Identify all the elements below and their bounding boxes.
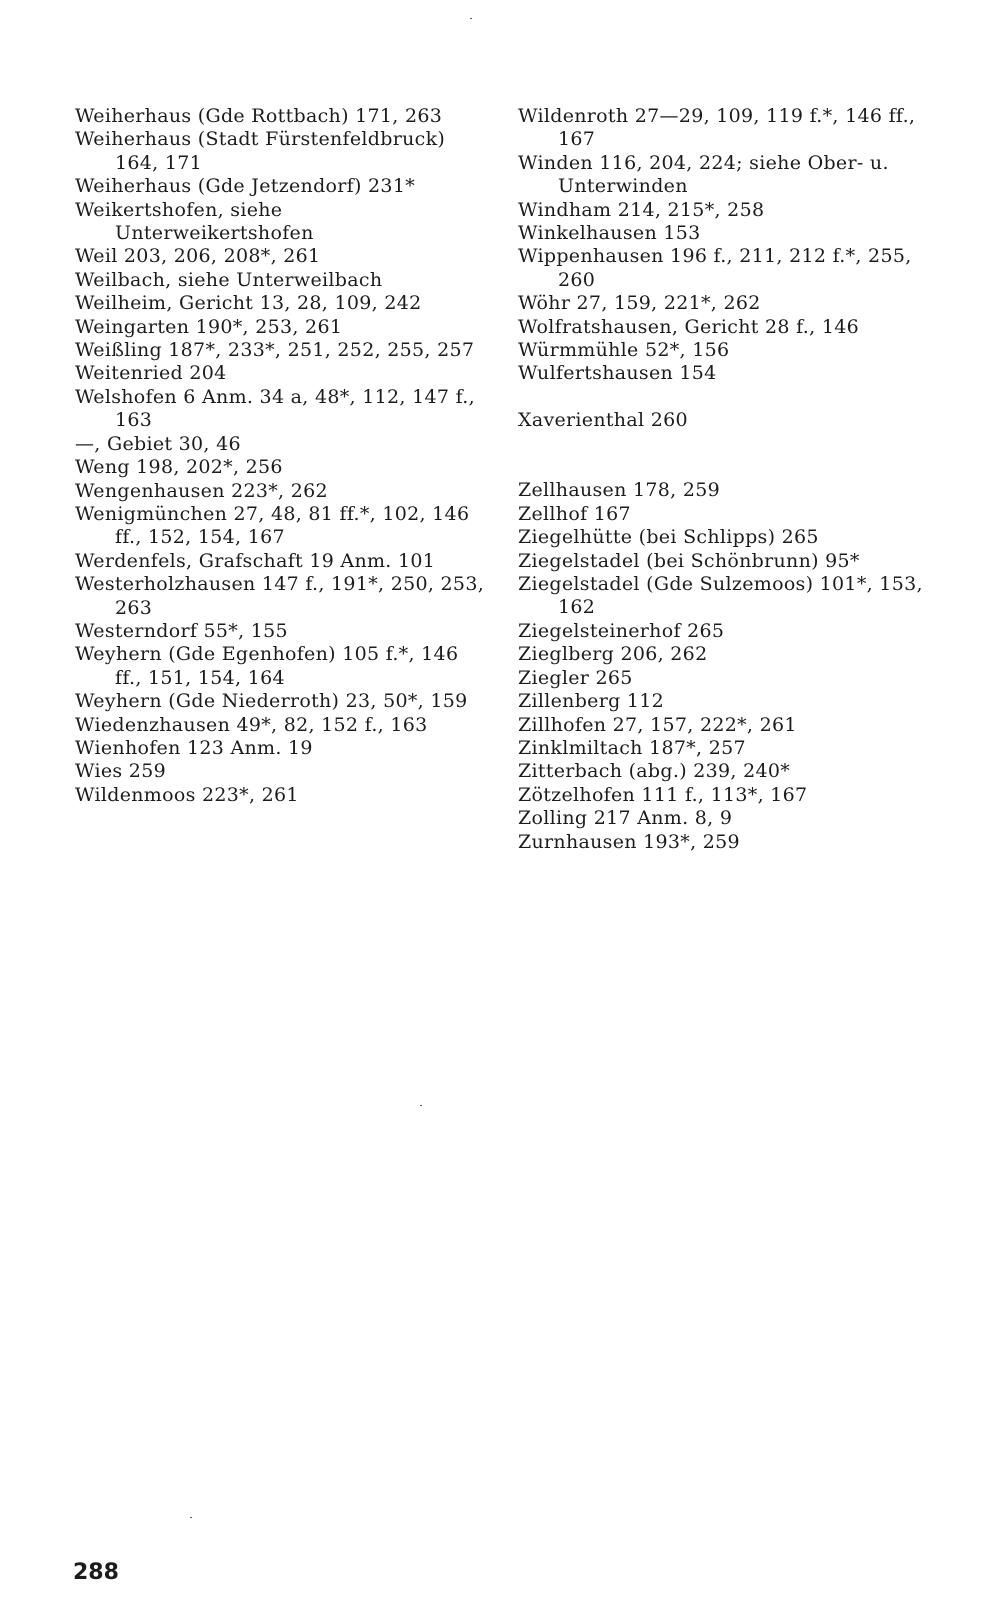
index-column-left <box>75 105 485 807</box>
section-gap <box>518 386 928 409</box>
index-entry: Zieglberg 206, 262 <box>518 643 708 666</box>
index-entry: —, Gebiet 30, 46 <box>75 432 241 455</box>
index-entry: Weilbach, siehe Unterweilbach <box>75 268 383 291</box>
index-entry: Zillhofen 27, 157, 222*, 261 <box>518 713 797 736</box>
index-entry: Zillenberg 112 <box>518 690 665 713</box>
print-speck <box>420 1105 422 1106</box>
index-entry: Wies 259 <box>75 760 166 783</box>
index-entry: Wolfratshausen, Gericht 28 f., 146 <box>518 315 859 338</box>
index-entry: Weitenried 204 <box>75 362 227 385</box>
index-entry: Wenigmünchen 27, 48, 81 ff.*, 102, 146 ff., 152, 154, 167 <box>75 502 470 549</box>
index-entry: Westerholzhausen 147 f., 191*, 250, 253, 263 <box>75 573 485 619</box>
index-entry: Wienhofen 123 Anm. 19 <box>75 736 313 759</box>
print-speck <box>470 18 472 19</box>
index-entry: Werdenfels, Grafschaft 19 Anm. 101 <box>75 549 436 572</box>
section-gap <box>518 456 928 479</box>
index-entry: Würmmühle 52*, 156 <box>518 339 730 362</box>
index-entry: Windham 214, 215*, 258 <box>518 198 765 221</box>
index-entry: Zolling 217 Anm. 8, 9 <box>518 807 733 830</box>
index-entry: Wippenhausen 196 f., 211, 212 f.*, 255, 260 <box>518 245 912 291</box>
index-entry: Zellhausen 178, 259 <box>518 479 720 502</box>
page-number: 288 <box>73 1560 119 1585</box>
index-entry: Wildenmoos 223*, 261 <box>75 783 299 806</box>
index-entry: Weil 203, 206, 208*, 261 <box>75 245 321 268</box>
index-entry: Weiherhaus (Stadt Fürstenfeldbruck) 164, 171 <box>75 128 446 174</box>
index-entry: Ziegelstadel (Gde Sulzemoos) 101*, 153, 162 <box>518 573 923 619</box>
index-entry: Zötzelhofen 111 f., 113*, 167 <box>518 783 808 806</box>
index-entry: Wildenroth 27—29, 109, 119 f.*, 146 ff., 167 <box>518 105 916 151</box>
index-entry: Weyhern (Gde Niederroth) 23, 50*, 159 <box>75 690 468 713</box>
index-entry: Wulfertshausen 154 <box>518 362 717 385</box>
index-entry: Weng 198, 202*, 256 <box>75 456 283 479</box>
index-entry: Weikertshofen, siehe Unterweikertshofen <box>75 198 314 245</box>
index-entry: Zellhof 167 <box>518 502 631 525</box>
index-entry: Ziegelsteinerhof 265 <box>518 619 725 642</box>
index-entry: Xaverienthal 260 <box>518 409 688 432</box>
index-entry: Ziegelhütte (bei Schlipps) 265 <box>518 526 819 549</box>
index-entry: Weyhern (Gde Egenhofen) 105 f.*, 146 ff., 151, 154, 164 <box>75 643 459 689</box>
index-entry: Weingarten 190*, 253, 261 <box>75 315 343 338</box>
index-entry: Zurnhausen 193*, 259 <box>518 830 740 853</box>
index-entry: Welshofen 6 Anm. 34 a, 48*, 112, 147 f., 163 <box>75 385 475 432</box>
index-entry: Weiherhaus (Gde Jetzendorf) 231* <box>75 175 416 198</box>
index-entry: Weißling 187*, 233*, 251, 252, 255, 257 <box>75 339 475 362</box>
index-entry: Wöhr 27, 159, 221*, 262 <box>518 292 761 315</box>
print-speck <box>190 1517 192 1518</box>
index-entry: Winden 116, 204, 224; siehe Ober- u. Unterwinden <box>518 151 889 198</box>
index-entry: Ziegelstadel (bei Schönbrunn) 95* <box>518 549 860 572</box>
index-entry: Winkelhausen 153 <box>518 222 701 245</box>
index-entry: Weilheim, Gericht 13, 28, 109, 242 <box>75 292 422 315</box>
index-entry: Zinklmiltach 187*, 257 <box>518 736 746 759</box>
index-column-right <box>518 105 928 854</box>
index-entry: Westerndorf 55*, 155 <box>75 619 288 642</box>
index-entry: Ziegler 265 <box>518 666 633 689</box>
index-entry: Wiedenzhausen 49*, 82, 152 f., 163 <box>75 713 428 736</box>
index-entry: Wengenhausen 223*, 262 <box>75 479 328 502</box>
section-gap <box>518 433 928 456</box>
index-entry: Zitterbach (abg.) 239, 240* <box>518 760 791 783</box>
index-entry: Weiherhaus (Gde Rottbach) 171, 263 <box>75 105 443 127</box>
